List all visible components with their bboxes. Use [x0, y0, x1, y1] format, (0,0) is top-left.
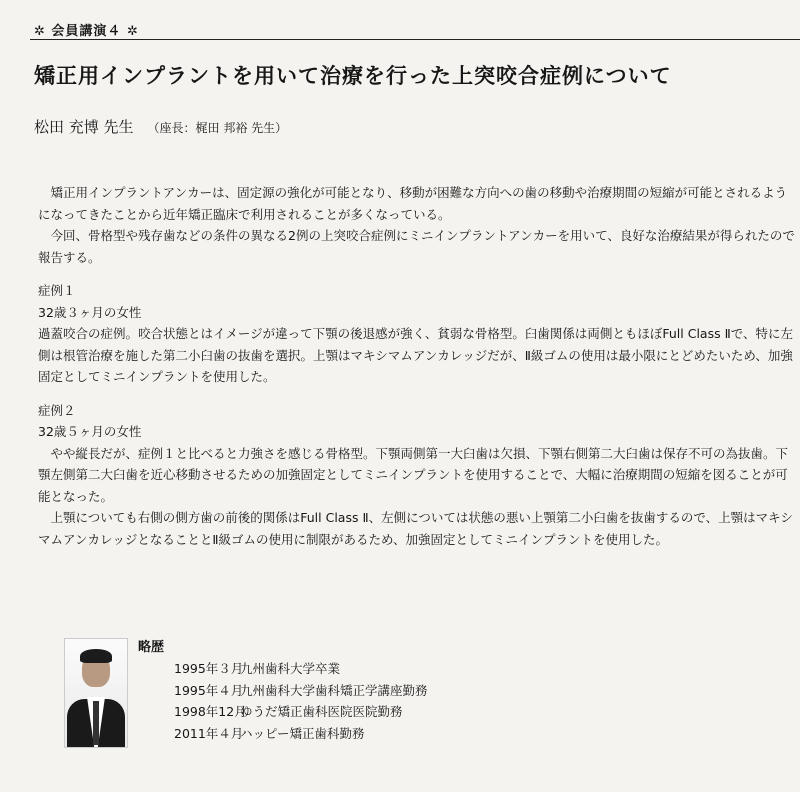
cv-title: 略歴 — [138, 640, 165, 655]
case2-text-2: 上顎についても右側の側方歯の前後的関係はFull Class Ⅱ、左側については状態の悪い上顎第二小臼歯を抜歯するので、上顎はマキシマムアンカレッジとなることとⅡ級ゴムの使用に制限があるため、加強固定としてミニインプラントを使用した。 — [38, 510, 793, 547]
case1-patient: 32歳３ヶ月の女性 — [38, 304, 142, 320]
cv-entry — [174, 680, 428, 702]
cv-entry — [174, 701, 428, 723]
cv-text: 九州歯科大学卒業 — [240, 661, 341, 676]
case2-patient: 32歳５ヶ月の女性 — [38, 424, 142, 439]
abstract-body — [38, 182, 796, 550]
intro-paragraph-2: 今回、骨格型や残存歯などの条件の異なる2例の上突咬合症例にミニインプラントアンカーを用いて、良好な治療結果が得られたので報告する。 — [38, 228, 795, 265]
cv-date: 1995年４月 — [174, 682, 244, 698]
header-divider — [30, 39, 800, 40]
case2-title: 症例２ — [38, 402, 76, 418]
lecture-title: 矯正用インプラントを用いて治療を行った上突咬合症例について — [34, 64, 672, 88]
speaker-line — [34, 116, 287, 137]
cv-date: 1998年12月 — [174, 704, 247, 719]
chair-name: （座長：梶田 邦裕 先生） — [147, 121, 288, 135]
speaker-name: 松田 充博 先生 — [34, 118, 134, 136]
cv-text: 九州歯科大学歯科矯正学講座勤務 — [240, 682, 428, 698]
cv-entry — [174, 658, 428, 680]
cv-entry — [174, 723, 428, 745]
cv-list — [174, 658, 428, 744]
cv-text: ハッピー矯正歯科勤務 — [240, 725, 365, 741]
case2-text-1: やや縦長だが、症例１と比べると力強さを感じる骨格型。下顎両側第一大臼歯は欠損、下顎右側第二大臼歯は保存不可の為抜歯。下顎左側第二大臼歯を近心移動させるための加強固定としてミニインプラントを使用することで、大幅に治療期間の短縮を図ることが可能となった。 — [38, 445, 789, 504]
cv-date: 1995年３月 — [174, 661, 244, 676]
speaker-photo — [64, 638, 128, 748]
section-label: ✲ 会員講演４ ✲ — [34, 24, 139, 39]
intro-paragraph-1: 矯正用インプラントアンカーは、固定源の強化が可能となり、移動が困難な方向への歯の移動や治療期間の短縮が可能とされるようになってきたことから近年矯正臨床で利用されることが多くなっている。 — [38, 185, 788, 222]
cv-text: ゆうだ矯正歯科医院医院勤務 — [240, 704, 403, 719]
page-header — [0, 0, 800, 38]
cv-date: 2011年４月 — [174, 725, 244, 741]
case1-title: 症例１ — [38, 283, 76, 298]
case1-text: 過蓋咬合の症例。咬合状態とはイメージが違って下顎の後退感が強く、貧弱な骨格型。臼歯関係は両側ともほぼFull Class Ⅱで、特に左側は根管治療を施した第二小臼歯の抜歯を選択。上顎はマキシマムアンカレッジだが、Ⅱ級ゴムの使用は最小限にとどめたいため、加強固定としてミニインプラントを使用した。 — [38, 326, 793, 384]
